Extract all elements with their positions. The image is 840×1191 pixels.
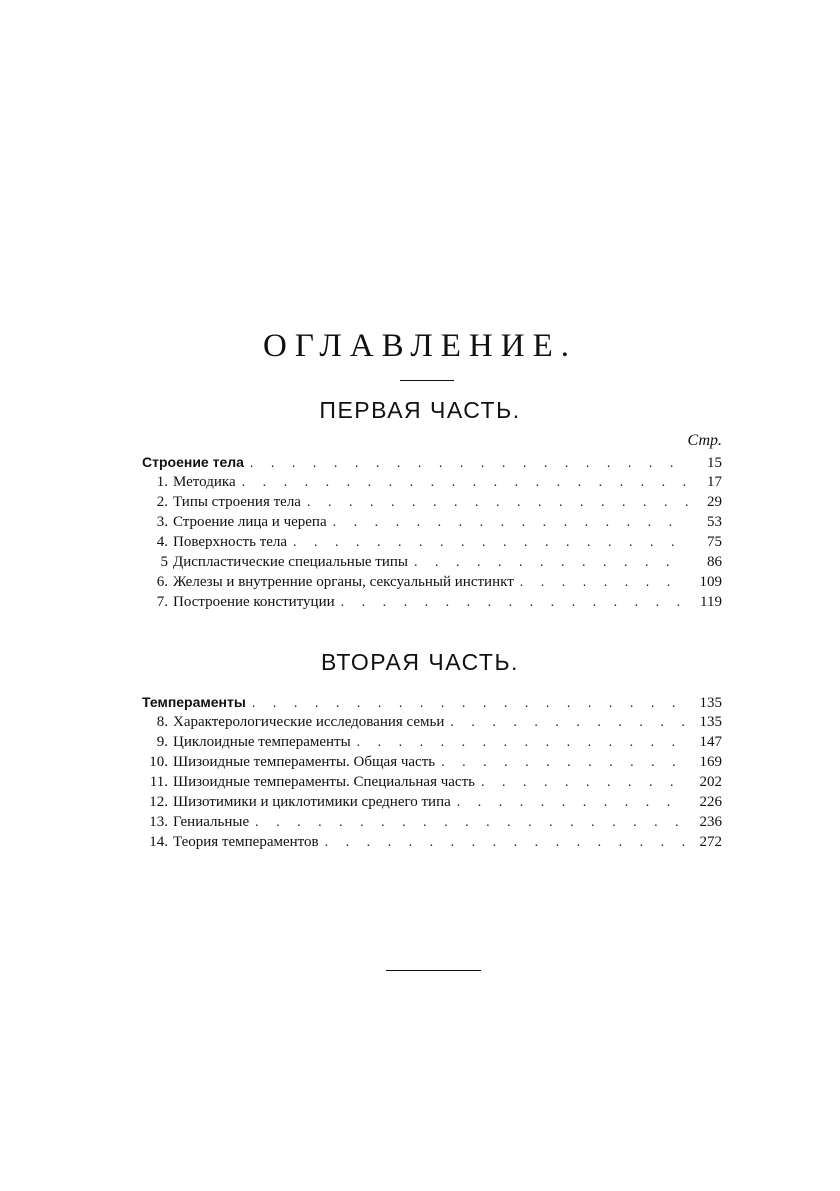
toc-entry[interactable] [138,832,722,852]
entry-page: 202 [699,774,722,790]
entry-label: Строение тела [142,454,244,470]
entry-label: Шизотимики и циклотимики среднего типа [173,794,451,810]
toc-entry[interactable] [138,572,722,592]
entry-label: Шизоидные темпераменты. Общая часть [173,754,436,770]
toc-entry[interactable] [138,532,722,552]
entry-label: Темпераменты [142,694,246,710]
dot-leader [293,533,688,553]
part-one-title: ПЕРВАЯ ЧАСТЬ. [319,397,521,423]
toc-entry[interactable] [138,752,722,772]
entry-page: 135 [699,695,722,711]
toc-heading-entry[interactable] [138,452,722,472]
part-two-toc [138,692,722,852]
entry-number: 5 [160,554,168,570]
title-divider [400,380,454,381]
entry-page: 29 [707,494,722,510]
dot-leader [333,513,688,533]
entry-number: 9. [156,734,168,750]
entry-label: Шизоидные темпераменты. Специальная часть [173,774,475,790]
toc-title: ОГЛАВЛЕНИЕ. [262,328,577,364]
entry-page: 15 [707,455,722,471]
toc-heading-entry[interactable] [138,692,722,712]
entry-label: Характерологические исследования семьи [173,714,445,730]
toc-entry[interactable] [138,492,722,512]
toc-entry[interactable] [138,592,722,612]
dot-leader [441,753,688,773]
entry-number: 10. [149,754,168,770]
toc-entry[interactable] [138,812,722,832]
entry-label: Поверхность тела [173,534,288,550]
entry-label: Типы строения тела [173,494,301,510]
dot-leader [242,473,688,493]
toc-entry[interactable] [138,472,722,492]
entry-number: 4. [156,534,168,550]
entry-label: Гениальные [173,814,250,830]
entry-label: Строение лица и черепа [173,514,327,530]
dot-leader [250,454,688,474]
entry-page: 135 [699,714,722,730]
dot-leader [520,573,688,593]
toc-entry[interactable] [138,712,722,732]
entry-page: 53 [707,514,722,530]
entry-page: 226 [699,794,722,810]
entry-number: 8. [156,714,168,730]
entry-page: 119 [700,594,722,610]
entry-page: 147 [699,734,722,750]
entry-number: 6. [156,574,168,590]
entry-page: 75 [707,534,722,550]
dot-leader [457,793,688,813]
entry-label: Диспластические специальные типы [173,554,408,570]
entry-number: 3. [156,514,168,530]
entry-label: Циклоидные темпераменты [173,734,351,750]
entry-number: 14. [149,834,168,850]
toc-entry[interactable] [138,772,722,792]
entry-page: 17 [707,474,722,490]
part-two-title: ВТОРАЯ ЧАСТЬ. [321,649,519,675]
entry-label: Построение конституции [173,594,335,610]
dot-leader [481,773,688,793]
dot-leader [357,733,688,753]
entry-label: Теория темпераментов [173,834,319,850]
entry-number: 11. [149,774,168,790]
entry-number: 1. [156,474,168,490]
entry-page: 109 [699,574,722,590]
entry-label: Железы и внутренние органы, сексуальный инстинкт [173,574,514,590]
entry-number: 2. [156,494,168,510]
entry-number: 7. [156,594,168,610]
toc-entry[interactable] [138,732,722,752]
entry-page: 272 [699,834,722,850]
dot-leader [325,833,688,853]
entry-number: 13. [149,814,168,830]
dot-leader [252,694,688,714]
entry-label: Методика [173,474,236,490]
dot-leader [307,493,688,513]
part-one-toc [138,452,722,612]
toc-entry[interactable] [138,792,722,812]
page-column-label: Стр. [687,432,722,449]
toc-entry[interactable] [138,552,722,572]
entry-number: 12. [149,794,168,810]
entry-page: 169 [699,754,722,770]
entry-page: 236 [699,814,722,830]
dot-leader [341,593,688,613]
dot-leader [255,813,688,833]
dot-leader [414,553,688,573]
toc-entry[interactable] [138,512,722,532]
end-divider [386,970,481,971]
dot-leader [450,713,688,733]
entry-page: 86 [707,554,722,570]
